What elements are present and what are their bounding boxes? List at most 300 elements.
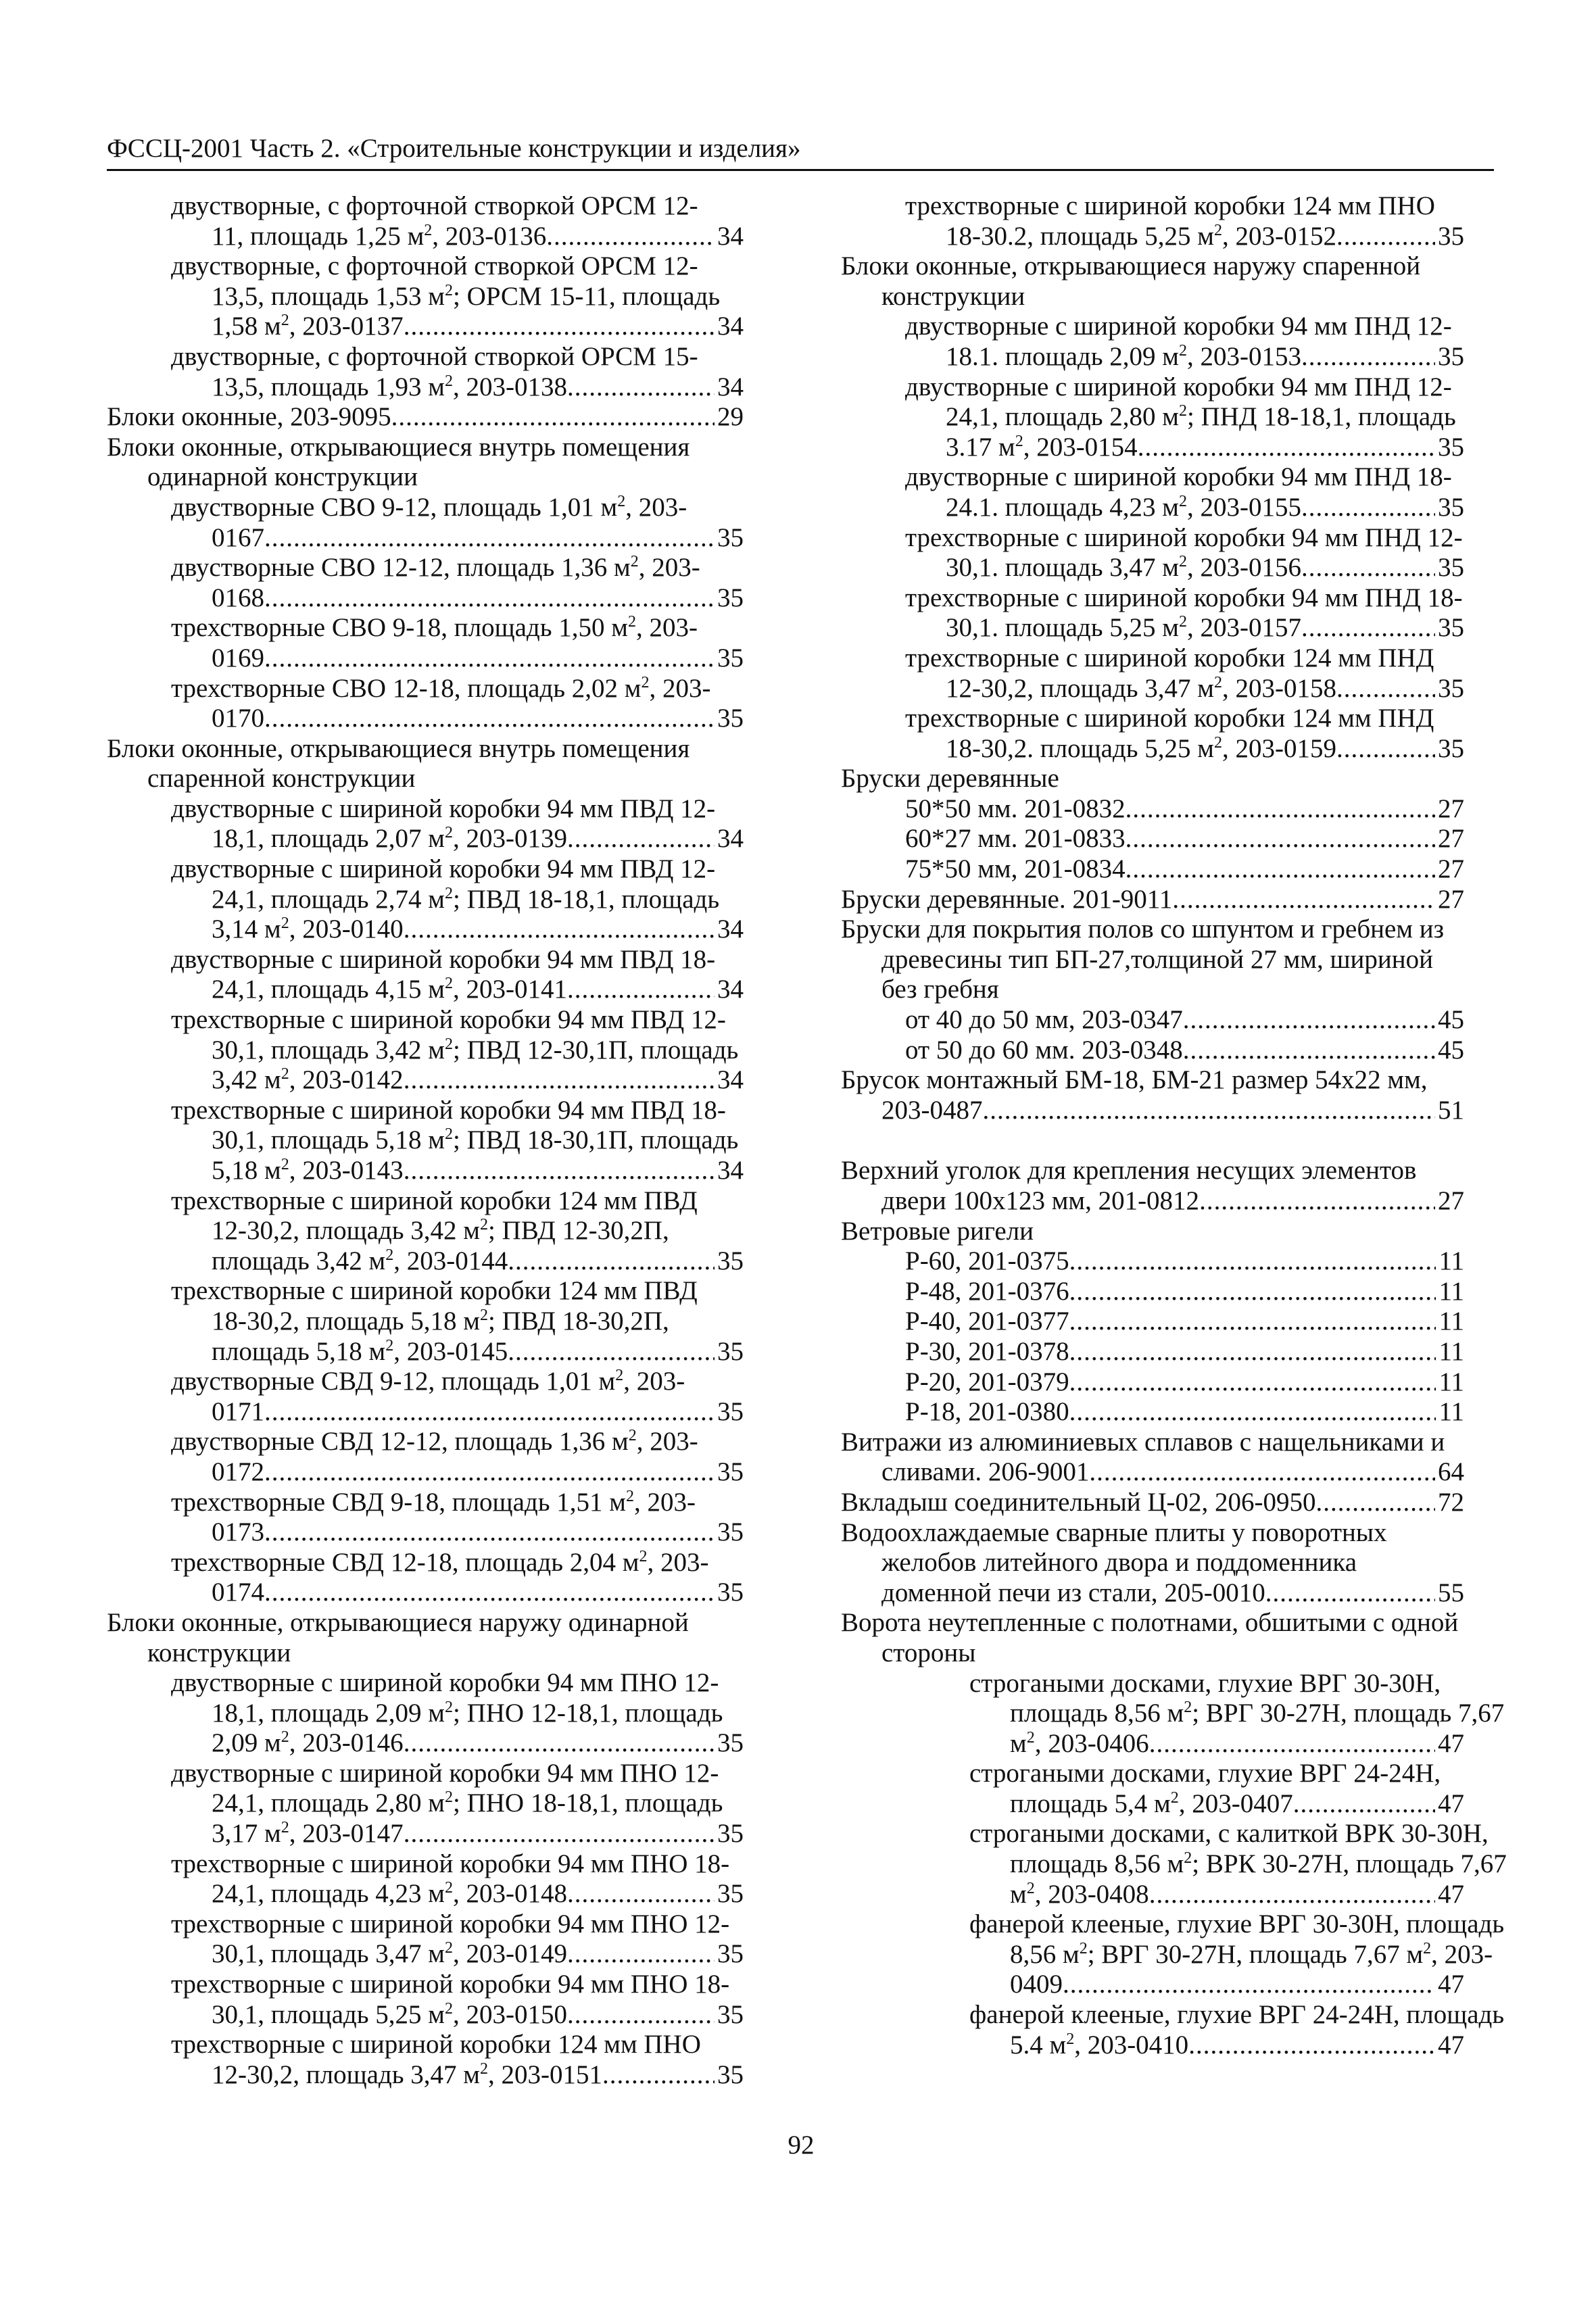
index-entry [107, 1668, 744, 1759]
entry-text: Р-20, 201-0379 [905, 1367, 1069, 1396]
entry-text: 2,09 $м^2$, 203-0146 [212, 1728, 404, 1758]
entry-text: конструкции [147, 1638, 291, 1667]
index-entry [841, 1277, 1464, 1307]
entry-text: конструкции [881, 281, 1025, 311]
entry-text: трехстворные СВД 12-18, площадь 2,04 $м^2$, 203- [171, 1547, 709, 1577]
index-heading [841, 915, 1464, 1005]
entry-text: 3.17 $м^2$, 203-0154 [946, 432, 1138, 462]
index-entry [841, 1005, 1464, 1035]
index-entry [107, 1427, 744, 1487]
leader-dots [1301, 493, 1435, 523]
entry-text: 12-30,2, площадь 3,42 $м^2$; ПВД 12-30,2П, [212, 1216, 669, 1246]
leader-dots [1069, 1277, 1436, 1307]
page-ref: 35 [717, 1336, 744, 1366]
entry-text: двустворные с шириной коробки 94 мм ПНО 12- [171, 1758, 719, 1788]
leader-dots [1069, 1307, 1436, 1337]
index-entry [841, 2000, 1505, 2060]
page-ref: 35 [717, 1246, 744, 1275]
entry-text: площадь 5,4 $м^2$, 203-0407 [1010, 1788, 1293, 1818]
leader-dots [1301, 342, 1435, 372]
index-entry [841, 1759, 1464, 1819]
page-ref: 35 [717, 1396, 744, 1426]
index-heading [841, 1156, 1464, 1216]
page-ref: 34 [717, 1156, 744, 1185]
leader-dots [1126, 854, 1435, 885]
entry-text: 60*27 мм. 201-0833 [905, 824, 1126, 854]
page-ref: 35 [717, 643, 744, 673]
entry-text: трехстворные с шириной коробки 94 мм ПНД 12- [905, 522, 1463, 552]
index-entry [107, 553, 744, 613]
entry-text: трехстворные с шириной коробки 124 мм ПНД [905, 704, 1434, 733]
entry-text: спаренной конструкции [147, 764, 416, 794]
entry-text: двустворные, с форточной створкой ОРСМ 15- [171, 341, 698, 371]
leader-dots [1199, 1186, 1435, 1217]
leader-dots [1183, 1005, 1435, 1035]
entry-text: двустворные с шириной коробки 94 мм ПНД 18- [905, 462, 1452, 492]
index-entry [841, 1337, 1464, 1367]
page-ref: 35 [717, 1879, 744, 1909]
page-ref: 34 [717, 975, 744, 1004]
entry-text: 13,5, площадь 1,53 $м^2$; ОРСМ 15-11, площадь [212, 281, 721, 311]
page-ref: 35 [717, 522, 744, 552]
page-ref: 27 [1438, 854, 1464, 884]
entry-text: Блоки оконные, открывающиеся внутрь помещения [107, 432, 690, 462]
leader-dots [1126, 824, 1435, 854]
entry-text: 0170 [212, 704, 264, 733]
entry-text: двустворные с шириной коробки 94 мм ПВД 18- [171, 944, 716, 974]
index-heading [107, 433, 744, 493]
leader-dots [567, 824, 715, 854]
page-ref: 11 [1438, 1397, 1464, 1427]
leader-dots [567, 1939, 715, 1970]
leader-dots [1126, 794, 1435, 825]
leader-dots [983, 1096, 1436, 1126]
index-entry [107, 1488, 744, 1548]
leader-dots [404, 915, 715, 945]
index-entry [841, 824, 1464, 854]
entry-text: 8,56 $м^2$; ВРГ 30-27Н, площадь 7,67 $м^2$, 203- [1010, 1939, 1493, 1969]
page-ref: 47 [1438, 2030, 1464, 2060]
index-entry [107, 1759, 744, 1849]
leader-dots [1301, 553, 1435, 583]
entry-text: от 50 до 60 мм. 203-0348 [905, 1035, 1183, 1065]
entry-text: трехстворные с шириной коробки 94 мм ПНО 18- [171, 1970, 730, 1999]
entry-text: строгаными досками, глухие ВРГ 24-24Н, [969, 1759, 1441, 1788]
index-entry [841, 1035, 1464, 1066]
index-entry [107, 493, 744, 553]
entry-text: 30,1. площадь 3,47 $м^2$, 203-0156 [946, 553, 1301, 583]
index-heading [841, 1428, 1464, 1488]
entry-text: площадь 8,56 $м^2$; ВРК 30-27Н, площадь 7,67 [1010, 1849, 1507, 1879]
page-ref: 11 [1438, 1276, 1464, 1306]
entry-text: 0409 [1010, 1970, 1063, 1999]
index-entry [107, 1909, 744, 1970]
page-ref: 34 [717, 312, 744, 341]
page-ref: 11 [1438, 1336, 1464, 1366]
leader-dots [264, 704, 715, 734]
entry-text: 5.4 $м^2$, 203-0410 [1010, 2030, 1189, 2060]
section-gap [841, 1125, 1464, 1156]
entry-text: трехстворные с шириной коробки 94 мм ПВД 18- [171, 1095, 726, 1125]
entry-text: Верхний уголок для крепления несущих элементов [841, 1156, 1417, 1186]
entry-text: 3,14 $м^2$, 203-0140 [212, 915, 404, 944]
entry-text: Блоки оконные, открывающиеся наружу одинарной [107, 1607, 689, 1637]
leader-dots [404, 1065, 715, 1096]
entry-text: 18,1, площадь 2,09 $м^2$; ПНО 12-18,1, площадь [212, 1698, 723, 1728]
index-heading [841, 1217, 1464, 1247]
entry-text: доменной печи из стали, 205-0010 [881, 1578, 1265, 1607]
entry-text: одинарной конструкции [147, 462, 418, 492]
leader-dots [567, 975, 715, 1005]
entry-text: 3,42 $м^2$, 203-0142 [212, 1065, 404, 1095]
entry-text: трехстворные с шириной коробки 124 мм ПВД [171, 1276, 698, 1306]
entry-text: фанерой клееные, глухие ВРГ 24-24Н, площадь [969, 2000, 1505, 2030]
page-ref: 35 [1438, 221, 1464, 251]
entry-text: 24.1. площадь 4,23 $м^2$, 203-0155 [946, 492, 1301, 522]
entry-text: Р-48, 201-0376 [905, 1276, 1069, 1306]
index-entry [107, 1367, 744, 1427]
page-ref: 72 [1438, 1487, 1464, 1517]
entry-text: строгаными досками, с калиткой ВРК 30-30Н, [969, 1819, 1489, 1849]
entry-text: 18.1. площадь 2,09 $м^2$, 203-0153 [946, 341, 1301, 371]
page-ref: 34 [717, 824, 744, 854]
entry-text: древесины тип БП-27,толщиной 27 мм, шириной [881, 944, 1433, 974]
page-ref: 35 [717, 2060, 744, 2089]
leader-dots [404, 1819, 715, 1849]
index-entry [107, 1849, 744, 1909]
entry-text: от 40 до 50 мм, 203-0347 [905, 1005, 1183, 1035]
index-entry [841, 1367, 1464, 1398]
entry-text: двустворные с шириной коробки 94 мм ПНО 12- [171, 1668, 719, 1698]
entry-text: 30,1, площадь 5,25 $м^2$, 203-0150 [212, 1999, 567, 2029]
index-entry [841, 1819, 1507, 1909]
index-heading [841, 1488, 1464, 1518]
index-column-right [841, 191, 1507, 2060]
leader-dots [1069, 1246, 1436, 1277]
page-ref: 27 [1438, 1186, 1464, 1215]
entry-text: 18,1, площадь 2,07 $м^2$, 203-0139 [212, 824, 567, 854]
entry-text: Ворота неутепленные с полотнами, обшитыми с одной [841, 1608, 1459, 1638]
index-entry [107, 945, 744, 1005]
leader-dots [1183, 1035, 1435, 1066]
index-entry [841, 1668, 1505, 1759]
entry-text: двустворные СВД 9-12, площадь 1,01 $м^2$, 203- [171, 1367, 685, 1396]
page-ref: 47 [1438, 1728, 1464, 1758]
page-ref: 27 [1438, 794, 1464, 823]
entry-text: 24,1, площадь 2,80 $м^2$; ПНО 18-18,1, площадь [212, 1788, 723, 1818]
entry-text: стороны [881, 1638, 976, 1667]
index-heading [107, 734, 744, 794]
leader-dots [264, 643, 715, 674]
entry-text: Вкладыш соединительный Ц-02, 206-0950 [841, 1487, 1316, 1517]
entry-text: 24,1, площадь 2,74 $м^2$; ПВД 18-18,1, площадь [212, 884, 720, 914]
entry-text: Блоки оконные, открывающиеся наружу спаренной [841, 251, 1421, 281]
page-ref: 27 [1438, 824, 1464, 854]
entry-text: трехстворные СВО 12-18, площадь 2,02 $м^2$, 203- [171, 673, 711, 703]
entry-text: площадь 5,18 $м^2$, 203-0145 [212, 1336, 508, 1366]
entry-text: 24,1, площадь 2,80 $м^2$; ПНД 18-18,1, площадь [946, 402, 1456, 432]
index-entry [107, 1096, 744, 1186]
page-ref: 11 [1438, 1367, 1464, 1396]
entry-text: Блоки оконные, открывающиеся внутрь помещения [107, 733, 690, 763]
index-entry [107, 674, 744, 734]
leader-dots [391, 402, 715, 433]
entry-text: без гребня [881, 975, 999, 1004]
leader-dots [404, 312, 715, 342]
leader-dots [264, 583, 715, 614]
page-ref: 35 [717, 1999, 744, 2029]
page-ref: 35 [1438, 492, 1464, 522]
index-entry [107, 854, 744, 945]
page-ref: 35 [717, 1578, 744, 1607]
entry-text: 30,1, площадь 3,47 $м^2$, 203-0149 [212, 1939, 567, 1969]
entry-text: 11, площадь 1,25 $м^2$, 203-0136 [212, 221, 547, 251]
leader-dots [1293, 1789, 1435, 1820]
index-heading [841, 1065, 1464, 1125]
page-number: 92 [788, 2130, 815, 2160]
index-entry [841, 583, 1464, 643]
index-entry [841, 191, 1464, 251]
entry-text: 0172 [212, 1457, 264, 1486]
entry-text: двустворные, с форточной створкой ОРСМ 12- [171, 191, 698, 220]
page-ref: 47 [1438, 1970, 1464, 1999]
index-entry [841, 794, 1464, 825]
index-entry [107, 1005, 744, 1096]
leader-dots [1069, 1397, 1436, 1428]
entry-text: 24,1, площадь 4,23 $м^2$, 203-0148 [212, 1879, 567, 1909]
entry-text: Бруски деревянные [841, 764, 1059, 794]
entry-text: 30,1, площадь 5,18 $м^2$; ПВД 18-30,1П, площадь [212, 1125, 739, 1155]
page-ref: 35 [717, 1939, 744, 1969]
page-ref: 35 [717, 1819, 744, 1849]
entry-text: трехстворные с шириной коробки 124 мм ПВД [171, 1186, 698, 1215]
entry-text: 18-30,2. площадь 5,25 $м^2$, 203-0159 [946, 733, 1336, 763]
page-ref: 55 [1438, 1578, 1464, 1607]
index-entry [841, 1246, 1464, 1277]
index-heading [841, 885, 1464, 915]
leader-dots [404, 1728, 715, 1759]
index-heading [841, 1608, 1464, 1668]
page-ref: 45 [1438, 1005, 1464, 1035]
leader-dots [567, 1879, 715, 1909]
entry-text: 18-30,2, площадь 5,18 $м^2$; ПВД 18-30,2П, [212, 1306, 669, 1336]
leader-dots [1069, 1337, 1436, 1367]
entry-text: Бруски для покрытия полов со шпунтом и гребнем из [841, 915, 1445, 944]
entry-text: Р-60, 201-0375 [905, 1246, 1069, 1276]
leader-dots [264, 1517, 715, 1548]
entry-text: сливами. 206-9001 [881, 1457, 1090, 1487]
index-entry [107, 613, 744, 673]
index-entry [107, 1548, 744, 1608]
page-ref: 35 [1438, 673, 1464, 703]
entry-text: двустворные, с форточной створкой ОРСМ 12- [171, 251, 698, 281]
leader-dots [264, 523, 715, 554]
entry-text: 203-0487 [881, 1095, 983, 1125]
entry-text: Брусок монтажный БМ-18, БМ-21 размер 54х22 мм, [841, 1065, 1428, 1095]
leader-dots [404, 1156, 715, 1186]
page-ref: 47 [1438, 1788, 1464, 1818]
index-entry [841, 312, 1464, 372]
entry-text: Р-30, 201-0378 [905, 1336, 1069, 1366]
entry-text: 18-30.2, площадь 5,25 $м^2$, 203-0152 [946, 221, 1336, 251]
entry-text: трехстворные СВО 9-18, площадь 1,50 $м^2$, 203- [171, 613, 698, 643]
index-entry [107, 794, 744, 854]
page-ref: 35 [1438, 432, 1464, 462]
index-entry [107, 342, 744, 402]
entry-text: 24,1, площадь 4,15 $м^2$, 203-0141 [212, 975, 567, 1004]
leader-dots [264, 1397, 715, 1428]
index-entry [107, 1970, 744, 2030]
page-ref: 35 [717, 1728, 744, 1758]
entry-text: трехстворные с шириной коробки 124 мм ПНД [905, 643, 1434, 673]
leader-dots [1089, 1457, 1435, 1488]
index-entry [107, 191, 744, 251]
index-entry [841, 462, 1464, 522]
page-ref: 51 [1438, 1095, 1464, 1125]
leader-dots [508, 1246, 715, 1277]
page-ref: 35 [717, 704, 744, 733]
index-heading [841, 1518, 1464, 1609]
entry-text: двустворные с шириной коробки 94 мм ПНД 12- [905, 372, 1452, 401]
entry-text: желобов литейного двора и поддоменника [881, 1548, 1357, 1578]
index-column-left [107, 191, 744, 2090]
leader-dots [1063, 1970, 1435, 2000]
entry-text: Блоки оконные, 203-9095 [107, 402, 391, 432]
entry-text: 0173 [212, 1517, 264, 1547]
index-entry [107, 1186, 744, 1277]
leader-dots [1336, 674, 1435, 704]
page-ref: 64 [1438, 1457, 1464, 1487]
entry-text: 3,17 $м^2$, 203-0147 [212, 1819, 404, 1849]
index-entry [107, 251, 744, 342]
entry-text: двустворные с шириной коробки 94 мм ПВД 12- [171, 794, 716, 823]
entry-text: трехстворные с шириной коробки 94 мм ПНО 18- [171, 1849, 730, 1878]
leader-dots [546, 222, 715, 252]
entry-text: фанерой клееные, глухие ВРГ 30-30Н, площадь [969, 1909, 1505, 1939]
leader-dots [1265, 1578, 1435, 1609]
entry-text: 75*50 мм, 201-0834 [905, 854, 1126, 884]
leader-dots [1149, 1880, 1435, 1910]
page-ref: 29 [717, 402, 744, 432]
page-ref: 34 [717, 915, 744, 944]
page-ref: 35 [717, 583, 744, 612]
index-entry [841, 523, 1464, 583]
page-ref: 47 [1438, 1879, 1464, 1909]
leader-dots [264, 1457, 715, 1488]
entry-text: 0168 [212, 583, 264, 612]
entry-text: двустворные СВО 12-12, площадь 1,36 $м^2$, 203- [171, 553, 700, 583]
page-ref: 35 [1438, 733, 1464, 763]
entry-text: трехстворные с шириной коробки 94 мм ПВД 12- [171, 1005, 726, 1035]
leader-dots [1336, 734, 1435, 764]
entry-text: двустворные СВО 9-12, площадь 1,01 $м^2$, 203- [171, 492, 687, 522]
page-ref: 35 [1438, 553, 1464, 583]
entry-text: 0171 [212, 1396, 264, 1426]
entry-text: 30,1, площадь 3,42 $м^2$; ПВД 12-30,1П, площадь [212, 1035, 739, 1065]
leader-dots [1188, 2030, 1435, 2061]
index-heading [841, 764, 1464, 794]
page-ref: 45 [1438, 1035, 1464, 1065]
index-entry [841, 643, 1464, 704]
entry-text: трехстворные с шириной коробки 124 мм ПНО [905, 191, 1435, 220]
entry-text: 12-30,2, площадь 3,47 $м^2$, 203-0151 [212, 2060, 602, 2089]
leader-dots [1172, 885, 1435, 915]
entry-text: 1,58 $м^2$, 203-0137 [212, 312, 404, 341]
leader-dots [602, 2060, 715, 2091]
entry-text: трехстворные с шириной коробки 94 мм ПНД 18- [905, 583, 1463, 612]
page-ref: 35 [1438, 613, 1464, 643]
index-entry [107, 2030, 744, 2090]
index-heading [107, 402, 744, 433]
entry-text: двери 100х123 мм, 201-0812 [881, 1186, 1200, 1215]
page-ref: 11 [1438, 1307, 1464, 1336]
entry-text: Р-40, 201-0377 [905, 1307, 1069, 1336]
leader-dots [567, 2000, 715, 2030]
index-entry [841, 1307, 1464, 1337]
page-ref: 35 [717, 1457, 744, 1486]
entry-text: Бруски деревянные. 201-9011 [841, 884, 1173, 914]
entry-text: 50*50 мм. 201-0832 [905, 794, 1126, 823]
page-ref: 27 [1438, 884, 1464, 914]
header-rule [107, 169, 1494, 171]
entry-text: площадь 8,56 $м^2$; ВРГ 30-27Н, площадь 7,67 [1010, 1699, 1505, 1728]
page-ref: 11 [1438, 1246, 1464, 1276]
entry-text: двустворные СВД 12-12, площадь 1,36 $м^2$, 203- [171, 1427, 698, 1457]
entry-text: трехстворные с шириной коробки 124 мм ПНО [171, 2030, 701, 2060]
page-ref: 35 [1438, 341, 1464, 371]
index-entry [107, 1276, 744, 1367]
leader-dots [1149, 1729, 1435, 1759]
entry-text: Витражи из алюминиевых сплавов с нащельниками и [841, 1427, 1445, 1457]
index-entry [841, 854, 1464, 885]
entry-text: 0167 [212, 522, 264, 552]
page-ref: 34 [717, 221, 744, 251]
index-entry [841, 372, 1464, 463]
leader-dots [567, 372, 715, 403]
entry-text: двустворные с шириной коробки 94 мм ПНД 12- [905, 312, 1452, 341]
leader-dots [1069, 1367, 1436, 1398]
entry-text: $м^2$, 203-0406 [1010, 1728, 1149, 1758]
entry-text: Р-18, 201-0380 [905, 1397, 1069, 1427]
leader-dots [264, 1578, 715, 1608]
index-heading [107, 1608, 744, 1668]
running-header: ФССЦ-2001 Часть 2. «Строительные конструкции и изделия» [107, 134, 801, 163]
leader-dots [1138, 433, 1435, 463]
entry-text: 12-30,2, площадь 3,47 $м^2$, 203-0158 [946, 673, 1336, 703]
entry-text: строгаными досками, глухие ВРГ 30-30Н, [969, 1668, 1441, 1698]
entry-text: 30,1. площадь 5,25 $м^2$, 203-0157 [946, 613, 1301, 643]
entry-text: $м^2$, 203-0408 [1010, 1879, 1149, 1909]
entry-text: двустворные с шириной коробки 94 мм ПВД 12- [171, 854, 716, 884]
leader-dots [508, 1337, 715, 1367]
page-ref: 34 [717, 1065, 744, 1095]
index-entry [841, 1909, 1505, 2000]
index-entry [841, 1397, 1464, 1428]
leader-dots [1336, 222, 1435, 252]
entry-text: 5,18 $м^2$, 203-0143 [212, 1156, 404, 1185]
entry-text: 13,5, площадь 1,93 $м^2$, 203-0138 [212, 372, 567, 401]
leader-dots [1301, 613, 1435, 643]
entry-text: трехстворные с шириной коробки 94 мм ПНО 12- [171, 1909, 730, 1939]
entry-text: трехстворные СВД 9-18, площадь 1,51 $м^2$, 203- [171, 1487, 696, 1517]
page-ref: 35 [717, 1517, 744, 1547]
entry-text: 0174 [212, 1578, 264, 1607]
index-entry [841, 704, 1464, 764]
entry-text: площадь 3,42 $м^2$, 203-0144 [212, 1246, 508, 1275]
page-ref: 34 [717, 372, 744, 401]
entry-text: 0169 [212, 643, 264, 673]
index-heading [841, 251, 1464, 312]
